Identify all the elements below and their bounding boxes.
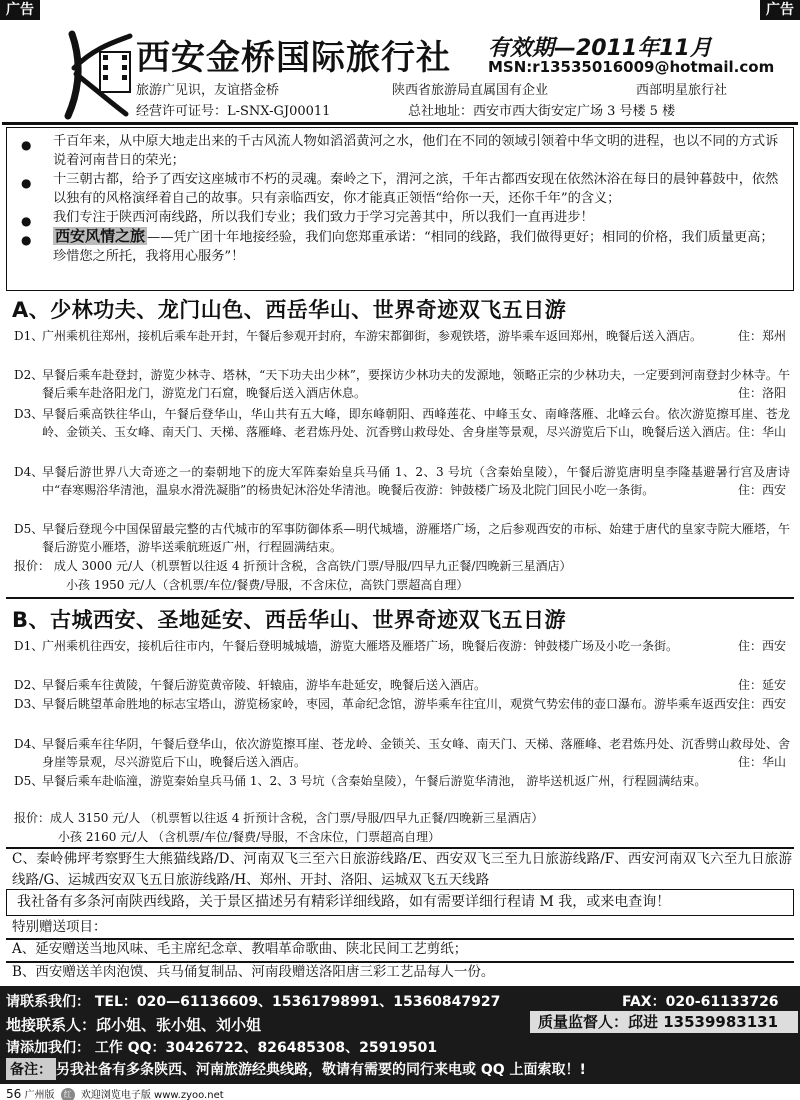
ad-tag-left: 广告 xyxy=(0,0,40,20)
intro-highlight: 西安风情之旅 xyxy=(55,227,146,245)
page-footer xyxy=(6,1086,224,1100)
contact-bar xyxy=(0,986,800,1084)
edition-label: 广州版 xyxy=(24,1090,55,1100)
edition-badge-icon: 红 xyxy=(61,1088,75,1100)
section-divider xyxy=(6,597,794,599)
validity-date: 有效期—2011年11月 xyxy=(488,36,712,61)
page-number: 56 xyxy=(6,1087,22,1100)
gift-item: A、延安赠送当地风味、毛主席纪念章、教唱革命歌曲、陕北民间工艺剪纸； xyxy=(12,941,468,957)
other-routes: C、秦岭佛坪考察野生大熊猫线路/D、河南双飞三至六日旅游线路/E、西安双飞三至九日旅游线路/F、西安河南双飞六至九日旅游线路/G、运城西安双飞五日旅游线路/H、郑州、开封、洛阳、运城双飞五天线路 xyxy=(12,851,792,888)
msn-contact: MSN:r13535016009@hotmail.com xyxy=(488,58,775,76)
head-office-address: 总社地址：西安市西大街安定广场 3 号楼 5 楼 xyxy=(408,104,676,119)
company-logo xyxy=(54,28,136,120)
gift-item: B、西安赠送羊肉泡馍、兵马俑复制品、河南段赠送洛阳唐三彩工艺品每人一份。 xyxy=(12,964,495,980)
route-a-day: D3、 早餐后乘高铁往华山，午餐后登华山，华山共有五大峰，即东峰朝阳、西峰莲花、中峰玉女、南峰落雁、北峰云台。依次游览擦耳崖、苍龙岭、金锁关、玉女峰、南天门、天梯、落雁峰、老君炼丹处、沉香劈山救母处、舍身崖等景观，尽兴游览后下山，晚餐后送入酒店。 住：华山 xyxy=(14,407,790,439)
slogan: 旅游广见识，友谊搭金桥 xyxy=(136,83,280,98)
intro-bullet: ● 我们专注于陕西河南线路，所以我们专业；我们致力于学习完善其中，所以我们一直再进步！ xyxy=(15,208,785,227)
route-b-day: D2、 早餐后乘车往黄陵，午餐后游览黄帝陵、轩辕庙，游毕车赴延安，晚餐后送入酒店。 住：延安 xyxy=(14,678,786,692)
license-number: 经营许可证号：L-SNX-GJ00011 xyxy=(136,104,331,119)
route-b-price-child: 小孩 2160 元/人 （含机票/车位/餐费/导服，不含床位，门票超高自理） xyxy=(58,830,441,844)
route-b-day: D3、 早餐后眺望革命胜地的标志宝塔山，游览杨家岭，枣园，革命纪念馆，游毕乘车往宜川，观赏气势宏伟的壶口瀑布。游毕乘车返西安， 住：西安 xyxy=(14,697,786,711)
route-b-price-adult: 报价：成人 3150 元/人 （机票暂以往返 4 折预计含税，含门票/导服/四早九正餐/四晚新三星酒店） xyxy=(14,811,544,825)
bullet-dot-icon: ● xyxy=(21,233,32,247)
gift-title: 特别赠送项目： xyxy=(12,919,107,935)
route-a-day: D2、 早餐后乘车赴登封，游览少林寺、塔林，“天下功夫出少林”，要探访少林功夫的发源地，领略正宗的少林功夫，一定要到河南登封少林寺。午餐后乘车赴洛阳龙门，游览龙门石窟，晚餐后送入酒店休息。 住：洛阳 xyxy=(14,368,790,400)
remark-text: 另我社备有多条陕西、河南旅游经典线路，敬请有需要的同行来电或 QQ 上面索取！! xyxy=(56,1062,586,1078)
affiliation: 陕西省旅游局直属国有企业 xyxy=(392,83,549,98)
route-b-day: D5、 早餐后乘车赴临潼，游览秦始皇兵马俑 1、2、3 号坑（含秦始皇陵），午餐后游览华清池， 游毕送机返广州，行程圆满结束。 xyxy=(14,774,707,788)
footer-website[interactable]: 欢迎浏览电子版 www.zyoo.net xyxy=(80,1090,224,1100)
contact-qq: 请添加我们： 工作 QQ：30426722、826485308、25919501 xyxy=(6,1040,438,1056)
route-b-day: D1、 广州乘机往西安，接机后往市内，午餐后登明城城墙，游览大雁塔及雁塔广场，晚餐后夜游：钟鼓楼广场及小吃一条街。 住：西安 xyxy=(14,639,786,653)
bullet-dot-icon: ● xyxy=(21,138,32,152)
company-name: 西安金桥国际旅行社 xyxy=(136,38,451,78)
ranking: 西部明星旅行社 xyxy=(636,83,728,98)
quality-supervisor: 质量监督人：邱进 13539983131 xyxy=(530,1011,798,1033)
bullet-dot-icon: ● xyxy=(21,214,32,228)
route-a-day: D1、 广州乘机往郑州，接机后乘车赴开封，午餐后参观开封府，车游宋都御街，参观铁塔，游毕乘车返回郑州，晚餐后送入酒店。 住：郑州 xyxy=(14,329,786,343)
route-a-day: D5、 早餐后登现今中国保留最完整的古代城市的军事防御体系—明代城墙，游雁塔广场，之后参观西安的市标、始建于唐代的皇家寺院大雁塔，午餐后游览小雁塔，游毕送乘航班返广州，行程圆满结束。 xyxy=(14,522,790,554)
route-a-day: D4、 早餐后游世界八大奇迹之一的秦朝地下的庞大军阵秦始皇兵马俑 1、2、3 号坑（含秦始皇陵），午餐后游览唐明皇李隆基避暑行宫及唐诗中“春寒赐浴华清池，温泉水滑洗凝脂”的杨贵妃沐浴处华清池。晚餐后夜游：钟鼓楼广场及北院门回民小吃一条街。 住：西安 xyxy=(14,465,790,497)
local-contacts: 地接联系人：邱小姐、张小姐、刘小姐 xyxy=(6,1016,262,1034)
route-a-price-child: 小孩 1950 元/人（含机票/车位/餐费/导服，不含床位，高铁门票超高自理） xyxy=(66,578,469,592)
bullet-dot-icon: ● xyxy=(21,176,32,190)
intro-bullet: ● 西安风情之旅 ——凭广团十年地接经验，我们向您郑重承诺：“相同的线路，我们做得更好；相同的价格，我们质量更高；珍惜您之所托，我将用心服务”！ xyxy=(21,227,774,264)
remark-label: 备注： xyxy=(6,1058,56,1080)
route-a-price-adult: 报价： 成人 3000 元/人（机票暂以往返 4 折预计含税，含高铁/门票/导服/四早九正餐/四晚新三星酒店） xyxy=(14,559,572,573)
route-a-title: A、少林功夫、龙门山色、西岳华山、世界奇迹双飞五日游 xyxy=(12,298,567,322)
contact-fax: FAX：020-61133726 xyxy=(622,994,779,1010)
ad-tag-right: 广告 xyxy=(760,0,800,20)
route-b-title: B、古城西安、圣地延安、西岳华山、世界奇迹双飞五日游 xyxy=(12,608,567,632)
route-b-day: D4、 早餐后乘车往华阴，午餐后登华山，依次游览擦耳崖、苍龙岭、金锁关、玉女峰、南天门、天梯、落雁峰、老君炼丹处、沉香劈山救母处、舍身崖等景观，尽兴游览后下山，晚餐后送入酒店。 住：华山 xyxy=(14,737,790,769)
intro-box xyxy=(6,127,794,291)
intro-bullet: ● 千百年来，从中原大地走出来的千古风流人物如滔滔黄河之水，他们在不同的领域引领着中华文明的进程，也以不同的方式诉说着河南昔日的荣光； xyxy=(21,134,779,168)
route-note-box: 我社备有多条河南陕西线路，关于景区描述另有精彩详细线路，如有需要详细行程请 M 我，或来电查询！ xyxy=(6,889,794,916)
header-rule xyxy=(2,122,798,125)
intro-bullet: ● 十三朝古都，给予了西安这座城市不朽的灵魂。秦岭之下，渭河之滨，千年古都西安现在依然沐浴在每日的晨钟暮鼓中，依然以独有的风格演绎着自己的故事。只有亲临西安，你才能真正领悟“给你一天，还你千年”的含义； xyxy=(21,172,779,206)
contact-phones: 请联系我们： TEL：020—61136609、15361798991、15360847927 xyxy=(6,994,501,1010)
